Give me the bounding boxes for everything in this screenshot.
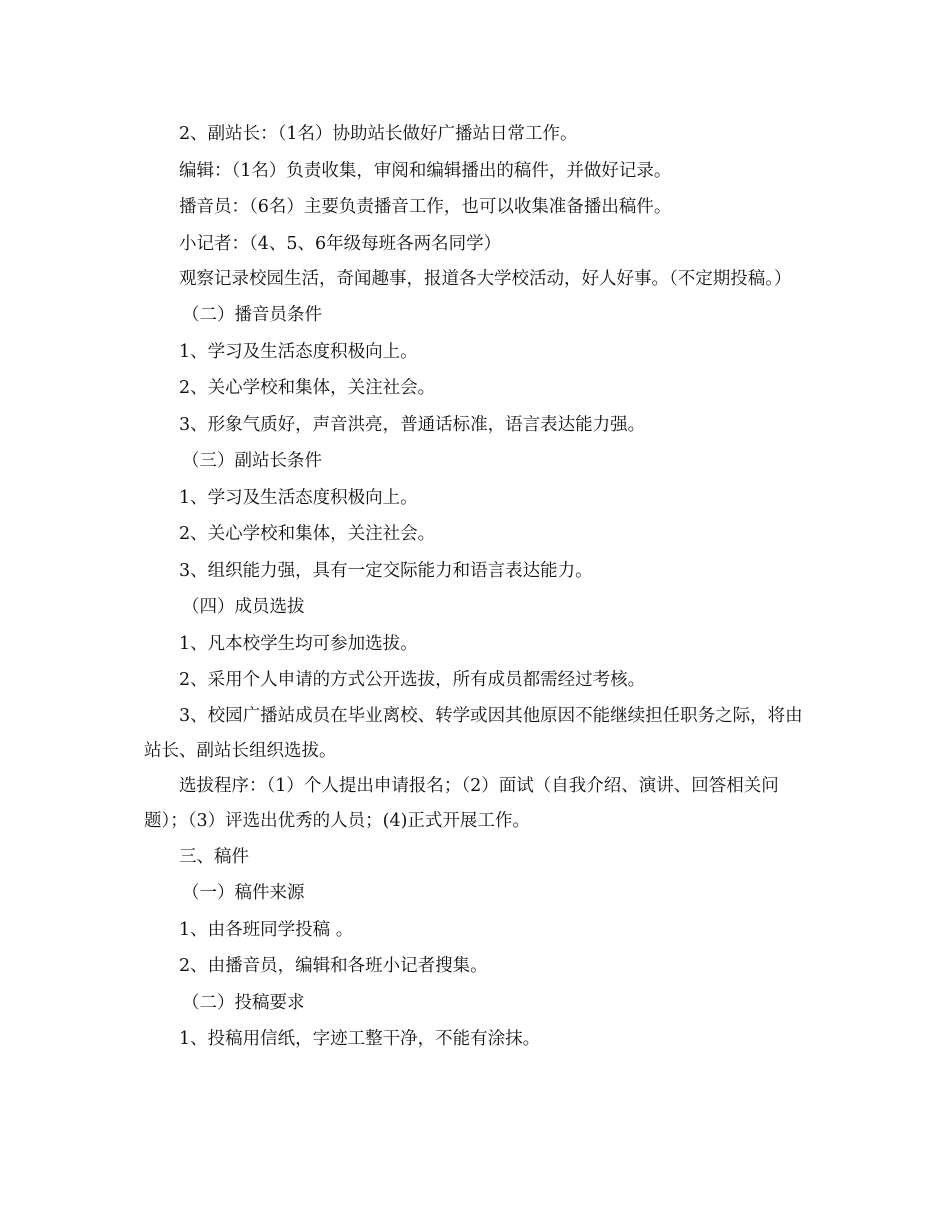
section-heading-deputy-requirements: （三）副站长条件 xyxy=(182,451,322,471)
list-item: 2、关心学校和集体，关注社会。 xyxy=(179,378,436,398)
paragraph-reporter-duties: 观察记录校园生活，奇闻趣事，报道各大学校活动，好人好事。（不定期投稿。） xyxy=(179,269,792,289)
list-item: 1、学习及生活态度积极向上。 xyxy=(179,487,418,508)
paragraph-editor-role: 编辑：（1名）负责收集，审阅和编辑播出的稿件，并做好记录。 xyxy=(179,160,672,181)
paragraph-selection-procedure: 选拔程序：（1）个人提出申请报名；（2）面试（自我介绍、演讲、回答相关问题）；（3）评选出优秀的人员；(4)正式开展工作。 xyxy=(144,775,779,831)
paragraph-reporter-role: 小记者：（4、5、6年级每班各两名同学） xyxy=(179,233,502,254)
paragraph-announcer-role: 播音员：（6名）主要负责播音工作，也可以收集准备播出稿件。 xyxy=(179,197,672,217)
list-item: 1、学习及生活态度积极向上。 xyxy=(179,341,418,362)
section-heading-submission-requirements: （二）投稿要求 xyxy=(182,992,305,1013)
section-heading-announcer-requirements: （二）播音员条件 xyxy=(182,305,322,325)
list-item: 3、形象气质好，声音洪亮，普通话标准，语言表达能力强。 xyxy=(179,414,646,435)
section-heading-member-selection: （四）成员选拔 xyxy=(182,597,305,617)
list-item: 2、采用个人申请的方式公开选拔，所有成员都需经过考核。 xyxy=(179,670,646,690)
list-item: 1、由各班同学投稿 。 xyxy=(179,919,354,940)
list-item: 2、关心学校和集体，关注社会。 xyxy=(179,524,436,544)
list-item: 3、组织能力强，具有一定交际能力和语言表达能力。 xyxy=(179,560,593,581)
paragraph-deputy-director-role: 2、副站长：（1名）协助站长做好广播站日常工作。 xyxy=(179,124,578,144)
section-heading-manuscripts: 三、稿件 xyxy=(179,846,249,867)
list-item: 2、由播音员，编辑和各班小记者搜集。 xyxy=(179,956,488,976)
section-heading-manuscript-sources: （一）稿件来源 xyxy=(182,883,305,903)
list-item: 3、校园广播站成员在毕业离校、转学或因其他原因不能继续担任职务之际，将由站长、副站长组织选拔。 xyxy=(144,705,803,761)
document-body xyxy=(144,116,804,1058)
list-item: 1、投稿用信纸，字迹工整干净，不能有涂抹。 xyxy=(179,1029,541,1049)
list-item: 1、凡本校学生均可参加选拔。 xyxy=(179,633,418,654)
